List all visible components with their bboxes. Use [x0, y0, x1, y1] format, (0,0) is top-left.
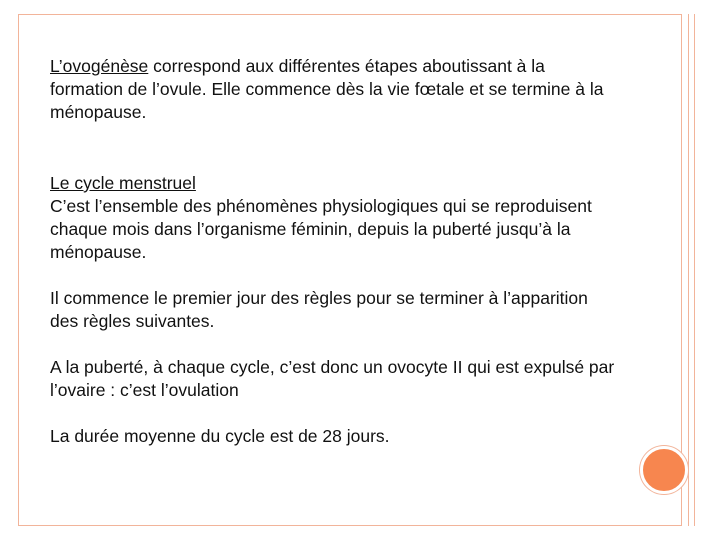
puberty-paragraph: A la puberté, à chaque cycle, c’est donc un ovocyte II qui est expulsé par l’ovaire : c’est l’ovulation — [50, 357, 615, 400]
slide-content — [50, 55, 620, 448]
cycle-heading: Le cycle menstruel — [50, 173, 196, 193]
accent-dot — [640, 446, 688, 494]
intro-paragraph — [50, 55, 620, 124]
intro-text: correspond aux différentes étapes aboutissant à la formation de l’ovule. Elle commence dès la vie fœtale et se termine à la ménopause. — [50, 56, 604, 122]
cycle-definition: C’est l’ensemble des phénomènes physiologiques qui se reproduisent chaque mois dans l’organisme féminin, depuis la puberté jusqu’à la ménopause. — [50, 196, 592, 262]
term-ovogenese: L’ovogénèse — [50, 56, 149, 76]
frame-rail — [694, 14, 695, 526]
duration-paragraph: La durée moyenne du cycle est de 28 jours. — [50, 426, 390, 446]
cycle-start-paragraph: Il commence le premier jour des règles pour se terminer à l’apparition des règles suivantes. — [50, 288, 588, 331]
frame-rail — [688, 14, 689, 526]
